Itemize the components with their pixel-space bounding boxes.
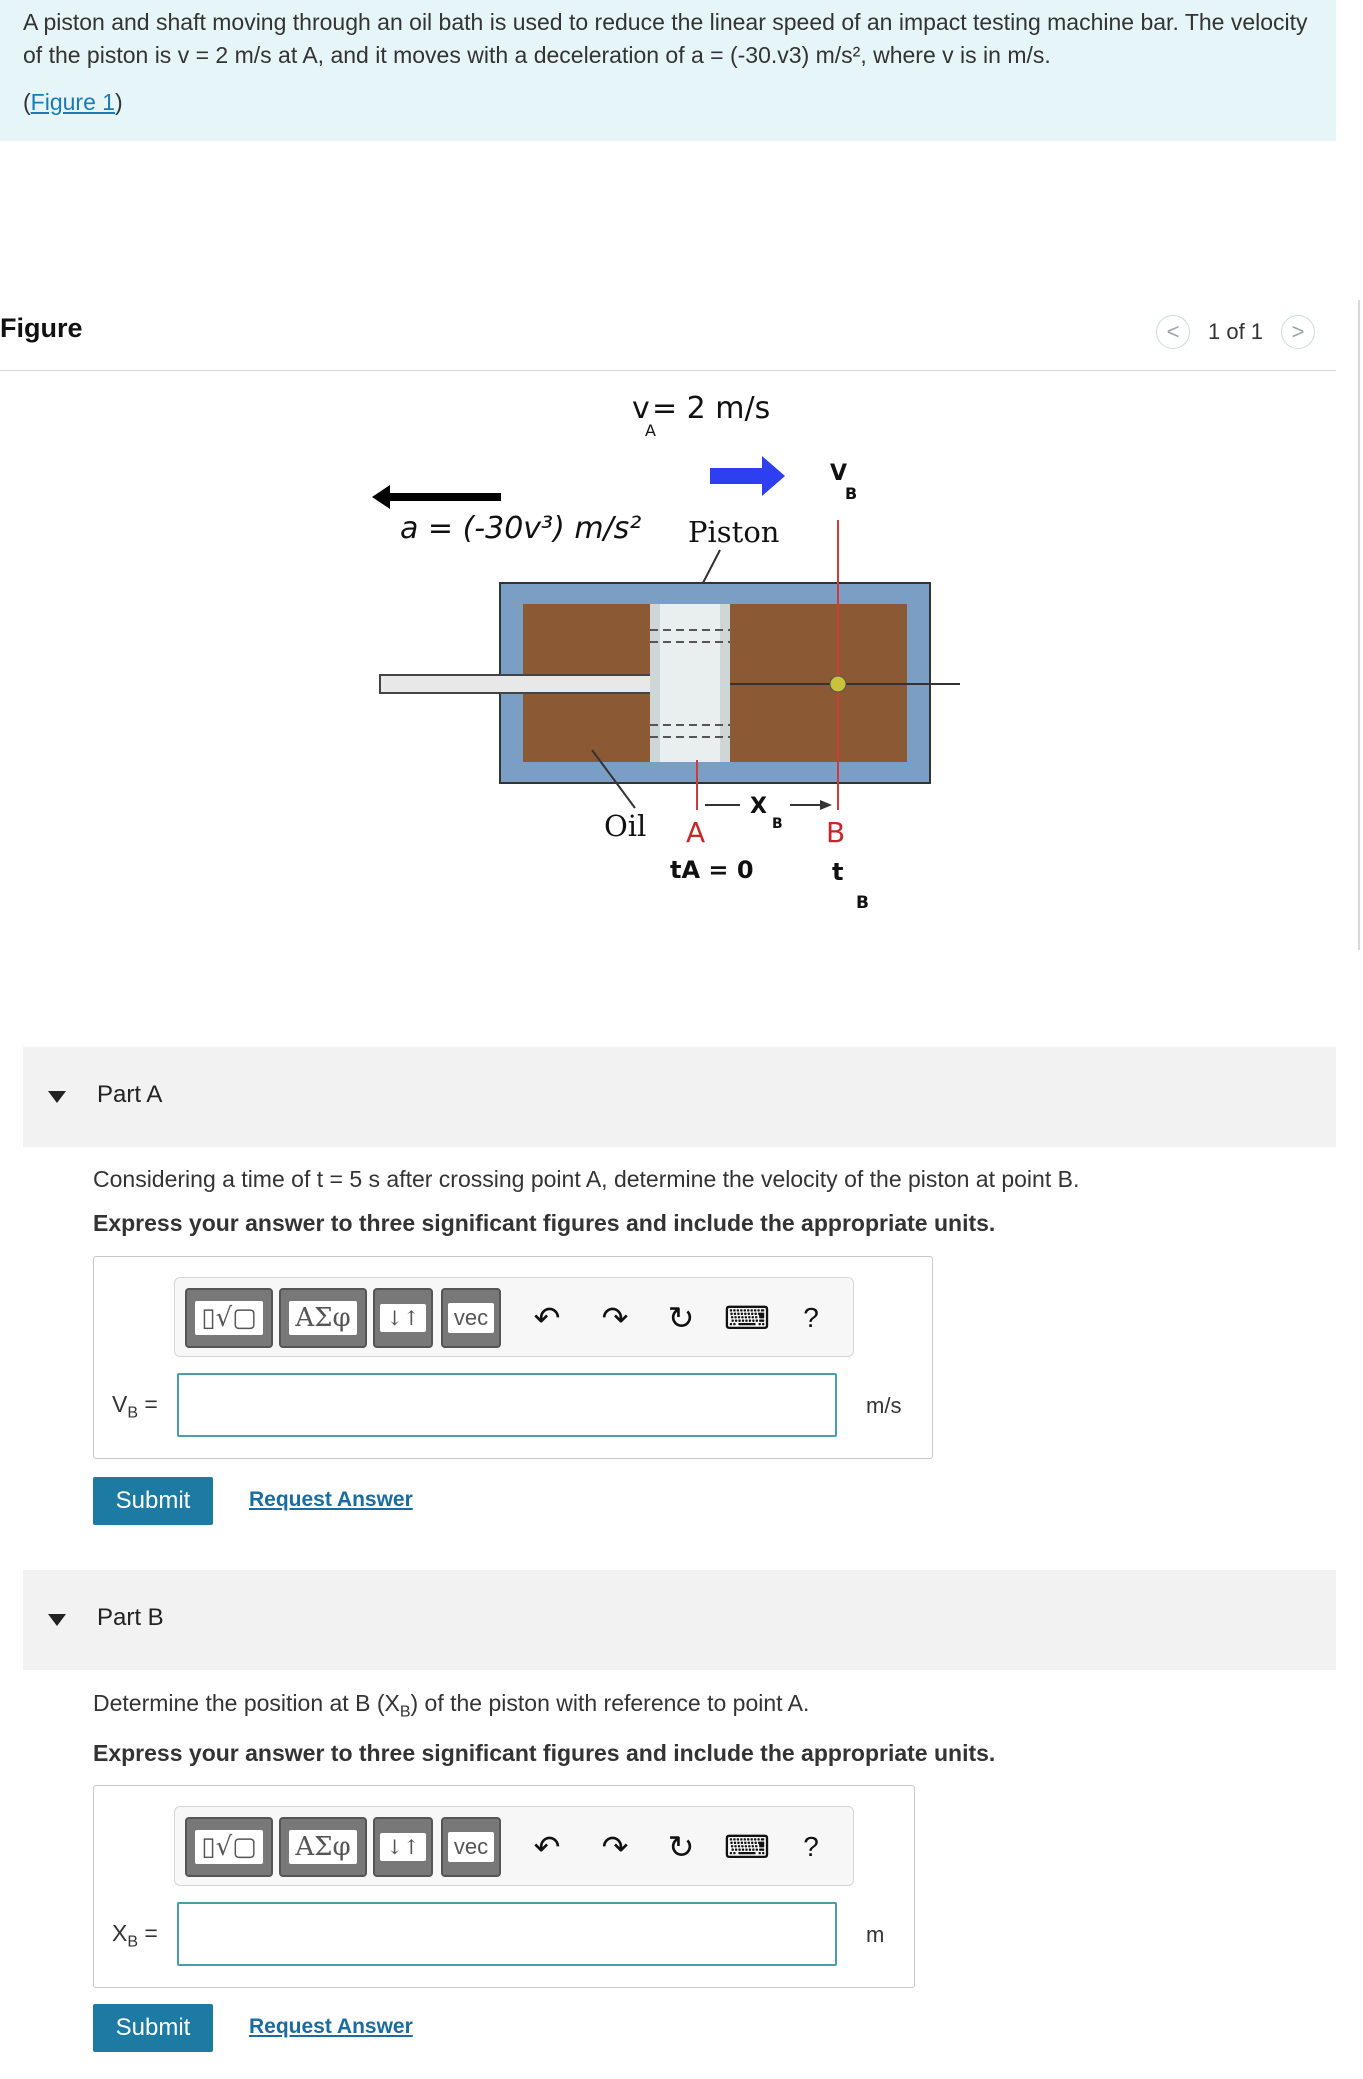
- greek-button[interactable]: ΑΣφ: [279, 1288, 367, 1348]
- part-b-question: Determine the position at B $(X_B)$ of the piston with reference to point A.: [93, 1690, 810, 1721]
- help-icon[interactable]: ?: [803, 1831, 819, 1862]
- point-b-marker: [830, 676, 846, 692]
- keyboard-icon[interactable]: ⌨: [723, 1300, 771, 1336]
- xb-sub: B: [772, 816, 783, 832]
- vb-sub: B: [845, 484, 858, 503]
- accel-label: a = (-30v³) m/s²: [400, 511, 642, 546]
- velocity-arrow: [710, 456, 785, 496]
- arrows-button[interactable]: ↓↑: [373, 1817, 433, 1877]
- reset-icon[interactable]: ↻: [667, 1300, 695, 1336]
- va-label: v: [632, 391, 650, 426]
- vb-answer-input[interactable]: [177, 1373, 837, 1437]
- deceleration-arrow: [372, 485, 501, 509]
- part-a-answer-box: [93, 1256, 933, 1459]
- redo-icon[interactable]: ↷: [601, 1300, 629, 1336]
- panel-border: [1358, 300, 1360, 950]
- figure-link-line: (Figure 1): [23, 89, 123, 115]
- part-b-header[interactable]: [23, 1570, 1336, 1670]
- xb-label: X: [750, 794, 767, 819]
- point-a-label: A: [686, 816, 706, 849]
- va-value: = 2 m/s: [652, 391, 771, 426]
- problem-intro: [0, 0, 1336, 141]
- tb-sub: B: [856, 893, 869, 913]
- greek-button[interactable]: ΑΣφ: [279, 1817, 367, 1877]
- tb-label: t: [832, 858, 844, 886]
- part-a-request-answer-link[interactable]: Request Answer: [249, 1488, 413, 1511]
- shaft: [380, 675, 680, 693]
- piston-label: Piston: [688, 515, 780, 549]
- figure-page-indicator: 1 of 1: [1208, 319, 1264, 344]
- piston-highlight: [660, 604, 720, 762]
- figure-link[interactable]: Figure 1: [30, 89, 116, 115]
- part-a-instruction: Express your answer to three significant figures and include the appropriate units.: [93, 1210, 996, 1236]
- math-toolbar: [174, 1277, 854, 1357]
- part-b-request-answer-link[interactable]: Request Answer: [249, 2015, 413, 2038]
- ta-label: tA = 0: [670, 856, 754, 884]
- part-b-answer-box: [93, 1785, 915, 1988]
- piston-figure: [360, 380, 980, 940]
- vb-label: V: [830, 461, 848, 486]
- vector-button[interactable]: vec: [441, 1817, 501, 1877]
- templates-button[interactable]: ▯√▢: [185, 1288, 273, 1348]
- problem-text: A piston and shaft moving through an oil bath is used to reduce the linear speed of an impact testing machine bar. The velocity of the piston is v = 2 m/s at A, and it moves with a deceleration of a = (-30.v3) m/s², where v is in m/s.: [23, 9, 1308, 68]
- point-b-label: B: [826, 816, 846, 849]
- oil-label: Oil: [604, 809, 647, 843]
- part-b-instruction: Express your answer to three significant figures and include the appropriate units.: [93, 1740, 996, 1766]
- piston-diagram: [360, 380, 980, 940]
- part-a-header[interactable]: [23, 1047, 1336, 1147]
- keyboard-icon[interactable]: ⌨: [723, 1829, 771, 1865]
- part-a-title: Part A: [97, 1081, 163, 1108]
- redo-icon[interactable]: ↷: [601, 1829, 629, 1865]
- undo-icon[interactable]: ↶: [533, 1829, 561, 1865]
- reset-icon[interactable]: ↻: [667, 1829, 695, 1865]
- xb-answer-label: $X_B$ =: [112, 1920, 158, 1951]
- xb-answer-input[interactable]: [177, 1902, 837, 1966]
- prev-figure-button[interactable]: <: [1156, 315, 1190, 349]
- xb-unit: m: [866, 1922, 885, 1947]
- help-icon[interactable]: ?: [803, 1302, 819, 1333]
- collapse-toggle-icon[interactable]: [48, 1614, 66, 1626]
- part-b-title: Part B: [97, 1604, 164, 1631]
- figure-pager: [1156, 315, 1315, 349]
- templates-button[interactable]: ▯√▢: [185, 1817, 273, 1877]
- va-sub: A: [645, 421, 656, 440]
- vector-button[interactable]: vec: [441, 1288, 501, 1348]
- vb-unit: m/s: [866, 1393, 902, 1418]
- part-b-submit-button[interactable]: Submit: [93, 2004, 213, 2052]
- part-a-submit-button[interactable]: Submit: [93, 1477, 213, 1525]
- next-figure-button[interactable]: >: [1281, 315, 1315, 349]
- part-a-question: Considering a time of t = 5 s after crossing point A, determine the velocity of the piston at point B.: [93, 1166, 1080, 1192]
- math-toolbar: [174, 1806, 854, 1886]
- divider: [0, 370, 1336, 371]
- vb-answer-label: $V_B$ =: [112, 1391, 158, 1422]
- arrows-button[interactable]: ↓↑: [373, 1288, 433, 1348]
- collapse-toggle-icon[interactable]: [48, 1091, 66, 1103]
- undo-icon[interactable]: ↶: [533, 1300, 561, 1336]
- figure-heading: Figure: [0, 313, 83, 343]
